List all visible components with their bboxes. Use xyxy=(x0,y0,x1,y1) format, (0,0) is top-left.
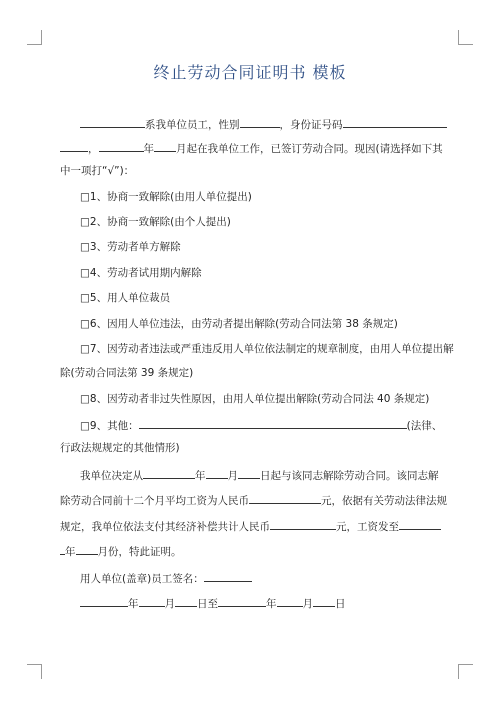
option-3: □3、劳动者单方解除 xyxy=(80,241,181,253)
text: 除劳动合同前十二个月平均工资为人民币 xyxy=(60,495,249,507)
from-day-blank[interactable] xyxy=(175,595,197,607)
text: 日至 xyxy=(197,598,218,610)
avg-wage-blank[interactable] xyxy=(249,492,321,504)
to-day-blank[interactable] xyxy=(313,595,335,607)
signature-label: 用人单位(盖章)员工签名： xyxy=(80,573,204,585)
to-month-blank[interactable] xyxy=(277,595,303,607)
text: 月 xyxy=(302,598,313,610)
text: 月 xyxy=(164,598,175,610)
end-day-blank[interactable] xyxy=(238,467,260,479)
signature-blank[interactable] xyxy=(204,570,252,582)
para1-line2 xyxy=(60,140,443,156)
text: 年 xyxy=(143,143,154,155)
text: 月起在我单位工作，已签订劳动合同。现因(请选择如下其 xyxy=(176,143,443,155)
text: 年 xyxy=(65,546,76,558)
para1-line1 xyxy=(80,116,447,132)
from-month-blank[interactable] xyxy=(139,595,165,607)
text: 日 xyxy=(335,598,346,610)
crop-mark-top-left xyxy=(27,30,42,45)
id-number-blank[interactable] xyxy=(343,116,447,128)
other-reason-blank[interactable] xyxy=(139,417,407,429)
option-2: □2、协商一致解除(由个人提出) xyxy=(80,216,231,228)
end-month-blank[interactable] xyxy=(206,467,228,479)
text: □9、其他： xyxy=(80,420,139,432)
option-9-cont: 行政法规规定的其他情形) xyxy=(60,442,180,454)
para2-line1 xyxy=(80,467,439,483)
text: ，身份证号码 xyxy=(279,119,343,131)
start-month-blank[interactable] xyxy=(154,140,176,152)
para2-line3 xyxy=(60,518,441,534)
signature-line xyxy=(80,570,252,586)
text: ， xyxy=(88,143,99,155)
text: 元，工资发至 xyxy=(336,521,399,533)
text: 日起与该同志解除劳动合同。该同志解 xyxy=(260,470,439,482)
option-8: □8、因劳动者非过失性原因，由用人单位提出解除(劳动合同法 40 条规定) xyxy=(80,393,430,405)
option-4: □4、劳动者试用期内解除 xyxy=(80,267,202,279)
option-7: □7、因劳动者违法或严重违反用人单位依法制定的规章制度，由用人单位提出解 xyxy=(80,343,454,355)
text: 我单位决定从 xyxy=(80,470,143,482)
crop-mark-bottom-right xyxy=(458,664,473,679)
para2-line4 xyxy=(60,543,182,559)
crop-mark-bottom-left xyxy=(27,664,42,679)
text: 月份，特此证明。 xyxy=(97,546,182,558)
option-7-cont: 除(劳动合同法第 39 条规定) xyxy=(60,367,194,379)
text: 月 xyxy=(227,470,238,482)
text: 系我单位员工，性别 xyxy=(145,119,240,131)
text: 年 xyxy=(128,598,139,610)
option-6: □6、因用人单位违法，由劳动者提出解除(劳动合同法第 38 条规定) xyxy=(80,318,398,330)
document-title: 终止劳动合同证明书 模板 xyxy=(153,63,347,82)
text: 元，依据有关劳动法律法规 xyxy=(321,495,447,507)
text: 规定，我单位依法支付其经济补偿共计人民币 xyxy=(60,521,270,533)
end-year-blank[interactable] xyxy=(143,467,195,479)
from-year-blank[interactable] xyxy=(80,595,128,607)
id-number-blank-cont[interactable] xyxy=(60,140,88,152)
crop-mark-top-right xyxy=(458,30,473,45)
date-range-line xyxy=(80,595,346,611)
wage-paid-until-blank[interactable] xyxy=(399,518,441,530)
para1-line3: 中一项打“√”)： xyxy=(60,165,135,177)
wage-month-blank[interactable] xyxy=(76,543,98,555)
para2-line2 xyxy=(60,492,447,508)
name-blank[interactable] xyxy=(80,116,145,128)
compensation-blank[interactable] xyxy=(270,518,336,530)
start-year-blank[interactable] xyxy=(99,140,144,152)
text: (法律、 xyxy=(406,420,443,432)
text: 年 xyxy=(266,598,277,610)
gender-blank[interactable] xyxy=(240,116,280,128)
option-1: □1、协商一致解除(由用人单位提出) xyxy=(80,191,252,203)
option-5: □5、用人单位裁员 xyxy=(80,292,171,304)
text: 年 xyxy=(195,470,206,482)
option-9 xyxy=(80,417,442,433)
to-year-blank[interactable] xyxy=(218,595,266,607)
